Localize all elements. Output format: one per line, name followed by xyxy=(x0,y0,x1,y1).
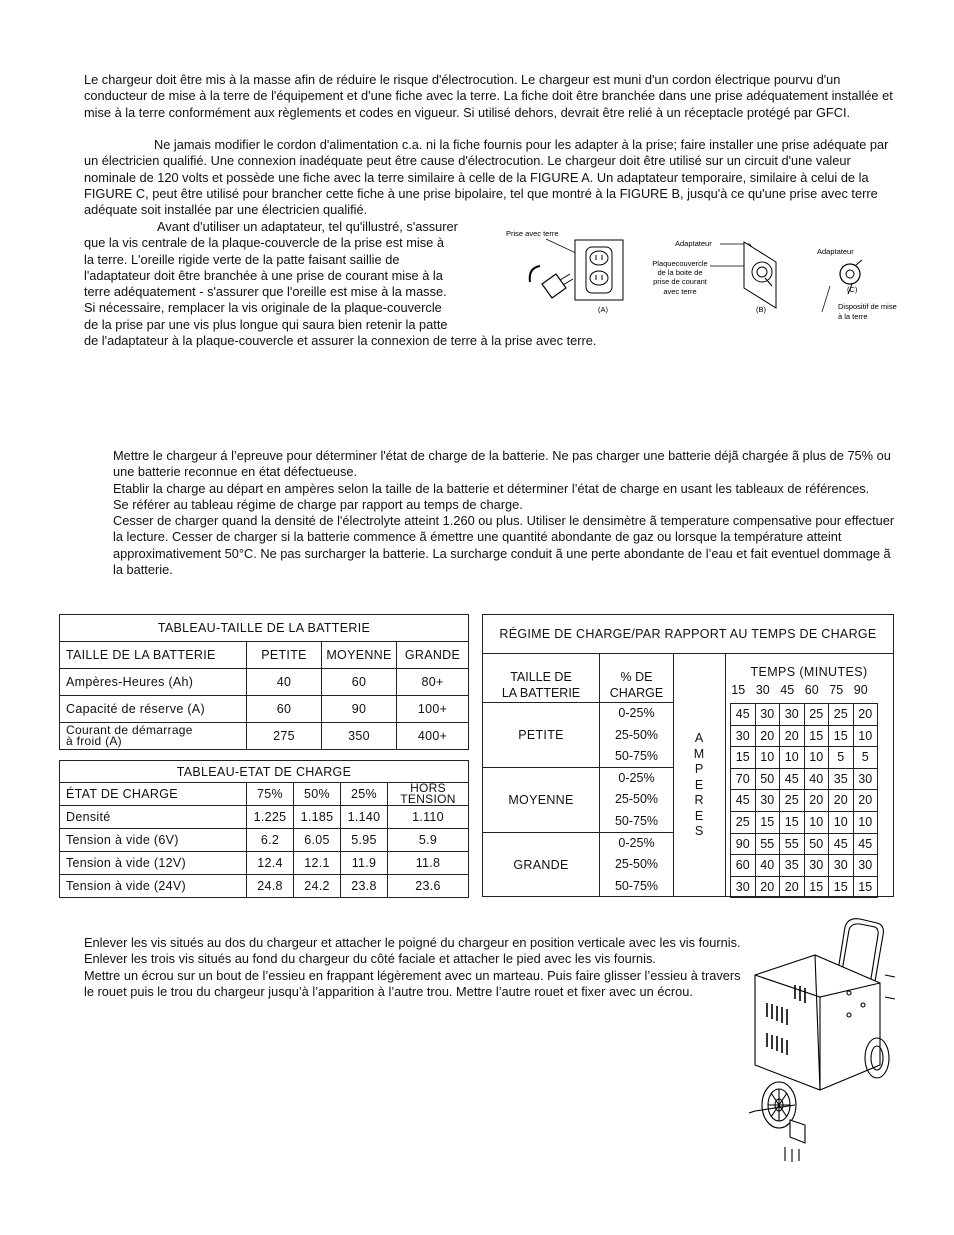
rate-cell: 15 xyxy=(804,876,830,899)
table-cell: 90 xyxy=(322,696,397,723)
rate-cell: 30 xyxy=(828,854,854,877)
header-line: % DE xyxy=(620,670,653,684)
fig-label-b: (B) xyxy=(756,305,766,314)
table-title: TABLEAU-TAILLE DE LA BATTERIE xyxy=(60,615,469,642)
pct-cell: 25-50% xyxy=(600,854,674,876)
rate-cell: 10 xyxy=(853,725,879,748)
rate-cell: 20 xyxy=(853,789,879,812)
pct-cell: 50-75% xyxy=(600,876,674,898)
adapt-label-c: Adaptateur xyxy=(817,247,854,256)
rate-cell: 5 xyxy=(853,746,879,769)
table-header: 50% xyxy=(294,783,341,806)
rate-cell: 15 xyxy=(779,811,805,834)
rate-cell: 55 xyxy=(755,833,781,856)
rate-cell: 70 xyxy=(730,768,756,791)
pct-cell: 50-75% xyxy=(600,746,674,768)
table-header: 25% xyxy=(341,783,388,806)
rate-cell: 15 xyxy=(828,876,854,899)
amperes-letter: A xyxy=(694,731,704,745)
pct-cell: 0-25% xyxy=(600,833,674,855)
amperes-letter: S xyxy=(694,824,704,838)
row-label: Tension à vide (12V) xyxy=(60,852,247,875)
rate-cell: 15 xyxy=(853,876,879,899)
table-cell: 6.2 xyxy=(247,829,294,852)
rate-cell: 25 xyxy=(804,703,830,726)
rate-cell: 30 xyxy=(779,703,805,726)
rate-cell: 10 xyxy=(804,811,830,834)
amperes-label xyxy=(674,731,724,840)
table-cell: 1.110 xyxy=(388,806,469,829)
rate-cell: 10 xyxy=(804,746,830,769)
table-cell: 100+ xyxy=(397,696,469,723)
table-cell: 24.2 xyxy=(294,875,341,898)
pct-cell: 0-25% xyxy=(600,703,674,725)
rate-cell: 20 xyxy=(828,789,854,812)
table-cell: 24.8 xyxy=(247,875,294,898)
rate-cell: 5 xyxy=(828,746,854,769)
pct-cell: 50-75% xyxy=(600,811,674,833)
rate-cell: 35 xyxy=(779,854,805,877)
rate-cell: 30 xyxy=(853,768,879,791)
rate-cell: 25 xyxy=(828,703,854,726)
rate-cell: 40 xyxy=(755,854,781,877)
plaque-line: avec terre xyxy=(663,287,697,296)
p3-line: terre adéquatement - s'assurer que l'oreille est mise à la masse. xyxy=(84,284,447,300)
table-title: TABLEAU-ETAT DE CHARGE xyxy=(60,761,469,783)
p3-line: la terre. L'oreille rigide verte de la patte faisant saillie de xyxy=(84,251,400,267)
charging-paragraph-4: Cesser de charger quand la densité de l'électrolyte atteint 1.260 ou plus. Utiliser le densimètre ã temperature compensative pour effectuer la lecture. Cesser de charger si la batterie commence ã émettre une quantité abondante de gaz ou lorsque la température atteint approximativement 50°C. Ne pas surcharger la batterie. La surcharge conduit ã une perte abondante de l’eau et fait eventuel dommage ã la batterie. xyxy=(113,513,895,578)
charging-instructions xyxy=(113,448,903,578)
rate-cell: 50 xyxy=(755,768,781,791)
rate-cell: 15 xyxy=(828,725,854,748)
p3-line: que la vis centrale de la plaque-couvercle de la prise est mise à xyxy=(84,235,444,251)
table-cell: 275 xyxy=(247,723,322,750)
adapt-label-b: Adaptateur xyxy=(675,239,712,248)
table-cell: 5.95 xyxy=(341,829,388,852)
table-cell: 23.8 xyxy=(341,875,388,898)
table-cell: 40 xyxy=(247,669,322,696)
table-cell: 80+ xyxy=(397,669,469,696)
row-label: Capacité de réserve (A) xyxy=(60,696,247,723)
rate-cell: 10 xyxy=(828,811,854,834)
rate-cell: 30 xyxy=(730,725,756,748)
rate-cell: 10 xyxy=(755,746,781,769)
hors-line: HORS xyxy=(410,781,446,795)
table-cell: 12.1 xyxy=(294,852,341,875)
rate-cell: 45 xyxy=(828,833,854,856)
minutes-header: 90 xyxy=(853,683,868,697)
rate-cell: 90 xyxy=(730,833,756,856)
battery-size-table xyxy=(59,614,469,750)
charge-state-table xyxy=(59,760,469,898)
amperes-column xyxy=(674,653,726,897)
intro-paragraph-2-text: Ne jamais modifier le cordon d'alimentation c.a. ni la fiche fournis pour les adapter à la prise; faire installer une prise adéquate par un électricien qualifié. Une connexion inadéquate peut être cause d'électrocution. Le chargeur doit être utilisé sur un circuit d'une valeur nominale de 120 volts et possède une fiche avec la terre similaire à celle de la FIGURE A. Un adaptateur temporaire, similaire à celui de la FIGURE C, peut être utilisé pour brancher cette fiche à une prise bipolaire, tel que montré à la FIGURE B, jusqu'à ce qu'une prise avec terre adéquate soit installée par une électricien qualifié. xyxy=(84,137,889,218)
amperes-letter: R xyxy=(694,793,704,807)
temps-label: TEMPS (MINUTES) xyxy=(750,665,868,679)
header-line: TAILLE DE xyxy=(510,670,572,684)
charger-assembly-figure xyxy=(745,915,915,1165)
size-cell: MOYENNE xyxy=(483,768,600,833)
charging-paragraph-2: Etablir la charge au départ en ampères selon la taille de la batterie et déterminer l’état de charge en usant les tableaux de références. xyxy=(113,480,870,496)
row-label: Tension à vide (6V) xyxy=(60,829,247,852)
table-cell: 23.6 xyxy=(388,875,469,898)
row-label: Ampères-Heures (Ah) xyxy=(60,669,247,696)
fig-label-c: (C) xyxy=(847,285,858,294)
p3-line: de l'adaptateur à la plaque-couvercle et assurer la connexion de terre à la prise avec terre. xyxy=(84,333,597,349)
rate-cell: 20 xyxy=(779,876,805,899)
pct-cell: 25-50% xyxy=(600,789,674,811)
pct-cell: 25-50% xyxy=(600,725,674,747)
table-cell: 350 xyxy=(322,723,397,750)
pct-col-header xyxy=(600,653,674,703)
rate-cell: 20 xyxy=(755,876,781,899)
rate-cell: 60 xyxy=(730,854,756,877)
charge-rate-table xyxy=(482,614,894,897)
rate-cell: 10 xyxy=(779,746,805,769)
rate-cell: 30 xyxy=(804,854,830,877)
rate-cell: 55 xyxy=(779,833,805,856)
p3-line: l'adaptateur doit être branchée à une prise de courant mise à la xyxy=(84,267,443,283)
table-title: RÉGIME DE CHARGE/PAR RAPPORT AU TEMPS DE CHARGE xyxy=(483,615,893,654)
table-cell: 11.9 xyxy=(341,852,388,875)
rate-cell: 45 xyxy=(779,768,805,791)
amperes-letter: M xyxy=(693,746,705,761)
table-cell: 400+ xyxy=(397,723,469,750)
rate-cell: 15 xyxy=(730,746,756,769)
charging-paragraph-1: Mettre le chargeur á l’epreuve pour déterminer l'état de charge de la batterie. Ne pas charger une batterie déjã chargée ã plus de 75% ou une batterie reconnue en état défectueuse. xyxy=(113,448,891,480)
plaque-line: prise de courant xyxy=(653,277,707,286)
minutes-header: 60 xyxy=(804,683,819,697)
minutes-row xyxy=(726,683,871,699)
prise-label: Prise avec terre xyxy=(506,229,559,238)
assembly-paragraph-3: Mettre un écrou sur un bout de l’essieu en frappant légèrement avec un marteau. Puis faire glisser l’essieu à travers le rouet puis le trou du chargeur jusqu’à l’apparition à l’autre trou. Mettre l’autre rouet et fixer avec un écrou. xyxy=(84,967,741,999)
table-cell: 1.225 xyxy=(247,806,294,829)
table-header: PETITE xyxy=(247,642,322,669)
rate-cell: 15 xyxy=(804,725,830,748)
table-header: MOYENNE xyxy=(322,642,397,669)
rate-cell: 10 xyxy=(853,811,879,834)
size-col-header xyxy=(483,653,600,703)
rate-cell: 30 xyxy=(755,703,781,726)
size-cell: GRANDE xyxy=(483,833,600,898)
rate-cell: 45 xyxy=(730,703,756,726)
table-header: TAILLE DE LA BATTERIE xyxy=(60,642,247,669)
intro-paragraph-1: Le chargeur doit être mis à la masse afin de réduire le risque d'électrocution. Le chargeur est muni d'un cordon électrique pourvu d'un conducteur de mise à la terre de l'équipement et d'une fiche avec la terre. La fiche doit être branchée dans une prise adéquatement installée et mise à la terre conformément aux règlements et codes en vigueur. Si utilisé dehors, devrait être relié à un réceptacle protégé par GFCI. xyxy=(84,72,893,120)
p3-line: de la prise par une vis plus longue qui saura bien retenir la patte xyxy=(84,316,448,332)
dispositif-line: à la terre xyxy=(838,312,868,321)
rate-cell: 40 xyxy=(804,768,830,791)
table-cell: 6.05 xyxy=(294,829,341,852)
fig-label-a: (A) xyxy=(598,305,608,314)
table-header: 75% xyxy=(247,783,294,806)
rate-cell: 20 xyxy=(779,725,805,748)
table-cell: 11.8 xyxy=(388,852,469,875)
minutes-header: 15 xyxy=(731,683,746,697)
table-cell: 1.140 xyxy=(341,806,388,829)
header-line: LA BATTERIE xyxy=(501,686,581,700)
amperes-letter: E xyxy=(694,777,704,792)
assembly-instructions xyxy=(84,935,744,1000)
row-label-line: Courant de démarrage xyxy=(66,723,193,737)
pct-cell: 0-25% xyxy=(600,768,674,790)
assembly-paragraph-1: Enlever les vis situés au dos du chargeur et attacher le poigné du chargeur en position verticale avec les vis fournis. xyxy=(84,935,741,950)
assembly-paragraph-2: Enlever les trois vis situés au fond du chargeur du côté faciale et attacher le pied avec les vis fournis. xyxy=(84,951,656,967)
row-label: Densité xyxy=(60,806,247,829)
table-cell: 5.9 xyxy=(388,829,469,852)
p3-line: Si nécessaire, remplacer la vis originale de la plaque-couvercle xyxy=(84,300,442,316)
amperes-letter: E xyxy=(694,808,704,823)
table-cell: 60 xyxy=(247,696,322,723)
table-header: GRANDE xyxy=(397,642,469,669)
row-label-line: à froid (A) xyxy=(66,734,122,748)
table-cell: 12.4 xyxy=(247,852,294,875)
rate-cell: 15 xyxy=(755,811,781,834)
rate-cell: 20 xyxy=(804,789,830,812)
table-header xyxy=(388,783,469,806)
plaque-line: de la boite de xyxy=(657,268,703,277)
rate-cell: 25 xyxy=(779,789,805,812)
table-cell: 1.185 xyxy=(294,806,341,829)
dispositif-line: Dispositif de mise xyxy=(838,302,897,311)
size-cell: PETITE xyxy=(483,703,600,768)
p3-line: Avant d'utiliser un adaptateur, tel qu'illustré, s'assurer xyxy=(157,219,458,234)
grounding-figure xyxy=(500,222,920,327)
row-label xyxy=(60,723,247,750)
rate-cell: 35 xyxy=(828,768,854,791)
rate-cell: 30 xyxy=(730,876,756,899)
minutes-header: 75 xyxy=(829,683,844,697)
header-line: CHARGE xyxy=(609,686,664,700)
rate-cell: 20 xyxy=(853,703,879,726)
rate-cell: 45 xyxy=(730,789,756,812)
plaque-line: Plaquecouvercle xyxy=(652,259,708,268)
rate-cell: 20 xyxy=(755,725,781,748)
minutes-header: 45 xyxy=(780,683,795,697)
charging-paragraph-3: Se référer au tableau régime de charge par rapport au temps de charge. xyxy=(113,496,523,512)
rate-cell: 25 xyxy=(730,811,756,834)
rate-cell: 30 xyxy=(853,854,879,877)
hors-line: TENSION xyxy=(400,792,456,806)
row-label: Tension à vide (24V) xyxy=(60,875,247,898)
table-cell: 60 xyxy=(322,669,397,696)
rate-cell: 50 xyxy=(804,833,830,856)
rate-cell: 30 xyxy=(755,789,781,812)
rate-cell: 45 xyxy=(853,833,879,856)
intro-paragraph-2 xyxy=(84,137,904,218)
minutes-header: 30 xyxy=(755,683,770,697)
table-header: ÉTAT DE CHARGE xyxy=(60,783,247,806)
amperes-letter: P xyxy=(694,762,704,776)
